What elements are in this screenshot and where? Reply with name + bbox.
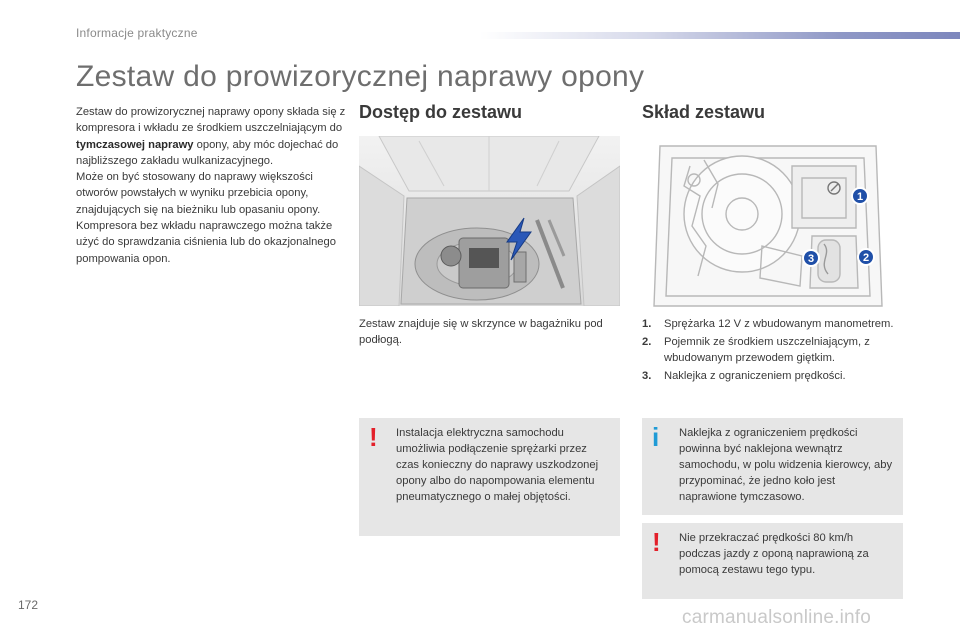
kit-diagram <box>642 136 903 311</box>
info-icon: i <box>652 422 660 452</box>
callout-1: 1 <box>856 191 864 203</box>
intro-paragraph-1 <box>76 104 346 169</box>
info-note-sticker <box>642 418 903 515</box>
warning-note-text: Instalacja elektryczna samochodu umożliwia podłączenie sprężarki przez czas konieczny do naprawy uszkodzonej opony albo do napompowania elementu pneumatycznego o małej objętości. <box>396 427 599 503</box>
list-item <box>642 334 904 366</box>
warning-note-electrical <box>359 418 620 536</box>
warning-icon: ! <box>652 527 661 557</box>
info-note-text: Naklejka z ograniczeniem prędkości powinna być naklejona wewnątrz samochodu, w polu widzenia kierowcy, aby przypominać, że jedno koło jest naprawione tymczasowo. <box>679 427 893 503</box>
intro-paragraph-3: Kompresora bez wkładu naprawczego można także użyć do sprawdzania ciśnienia lub do okazjonalnego pompowania opon. <box>76 220 336 265</box>
trunk-photo <box>359 136 620 306</box>
intro-p1-bold: tymczasowej naprawy <box>76 138 194 151</box>
access-caption: Zestaw znajduje się w skrzynce w bagażniku pod podłogą. <box>359 318 603 346</box>
intro-p1-start: Zestaw do prowizorycznej naprawy opony składa się z kompresora i wkładu ze środkiem uszczelniającym do <box>76 106 346 135</box>
warning-note-text: Nie przekraczać prędkości 80 km/h podczas jazdy z oponą naprawioną za pomocą zestawu tego typu. <box>679 532 869 576</box>
list-item-text: Pojemnik ze środkiem uszczelniającym, z wbudowanym przewodem giętkim. <box>664 336 870 364</box>
list-item <box>642 368 904 384</box>
access-heading: Dostęp do zestawu <box>359 102 523 122</box>
intro-paragraph-2: Może on być stosowany do naprawy większości otworów powstałych w wyniku przebicia opony, znajdujących się na bieżniku lub opasaniu opony. <box>76 171 321 216</box>
intro-text <box>76 104 346 267</box>
list-item-text: Naklejka z ograniczeniem prędkości. <box>664 370 846 382</box>
list-item <box>642 316 904 332</box>
watermark: carmanualsonline.info <box>682 607 872 628</box>
warning-icon: ! <box>369 422 378 452</box>
warning-note-speed <box>642 523 903 599</box>
contents-list <box>642 316 904 386</box>
contents-heading: Skład zestawu <box>642 102 766 122</box>
intro-p1-end: opony, aby móc dojechać do najbliższego zakładu wulkanizacyjnego. <box>76 138 339 167</box>
section-label: Informacje praktyczne <box>76 26 198 40</box>
list-item-number: 1. <box>642 318 652 330</box>
list-item-number: 2. <box>642 336 652 348</box>
page-number: 172 <box>18 598 39 612</box>
callout-2: 2 <box>862 252 870 264</box>
callout-3: 3 <box>807 253 815 265</box>
list-item-number: 3. <box>642 370 652 382</box>
list-item-text: Sprężarka 12 V z wbudowanym manometrem. <box>664 318 894 330</box>
header-gradient-bar <box>480 32 960 39</box>
page-title: Zestaw do prowizorycznej naprawy opony <box>76 60 645 93</box>
